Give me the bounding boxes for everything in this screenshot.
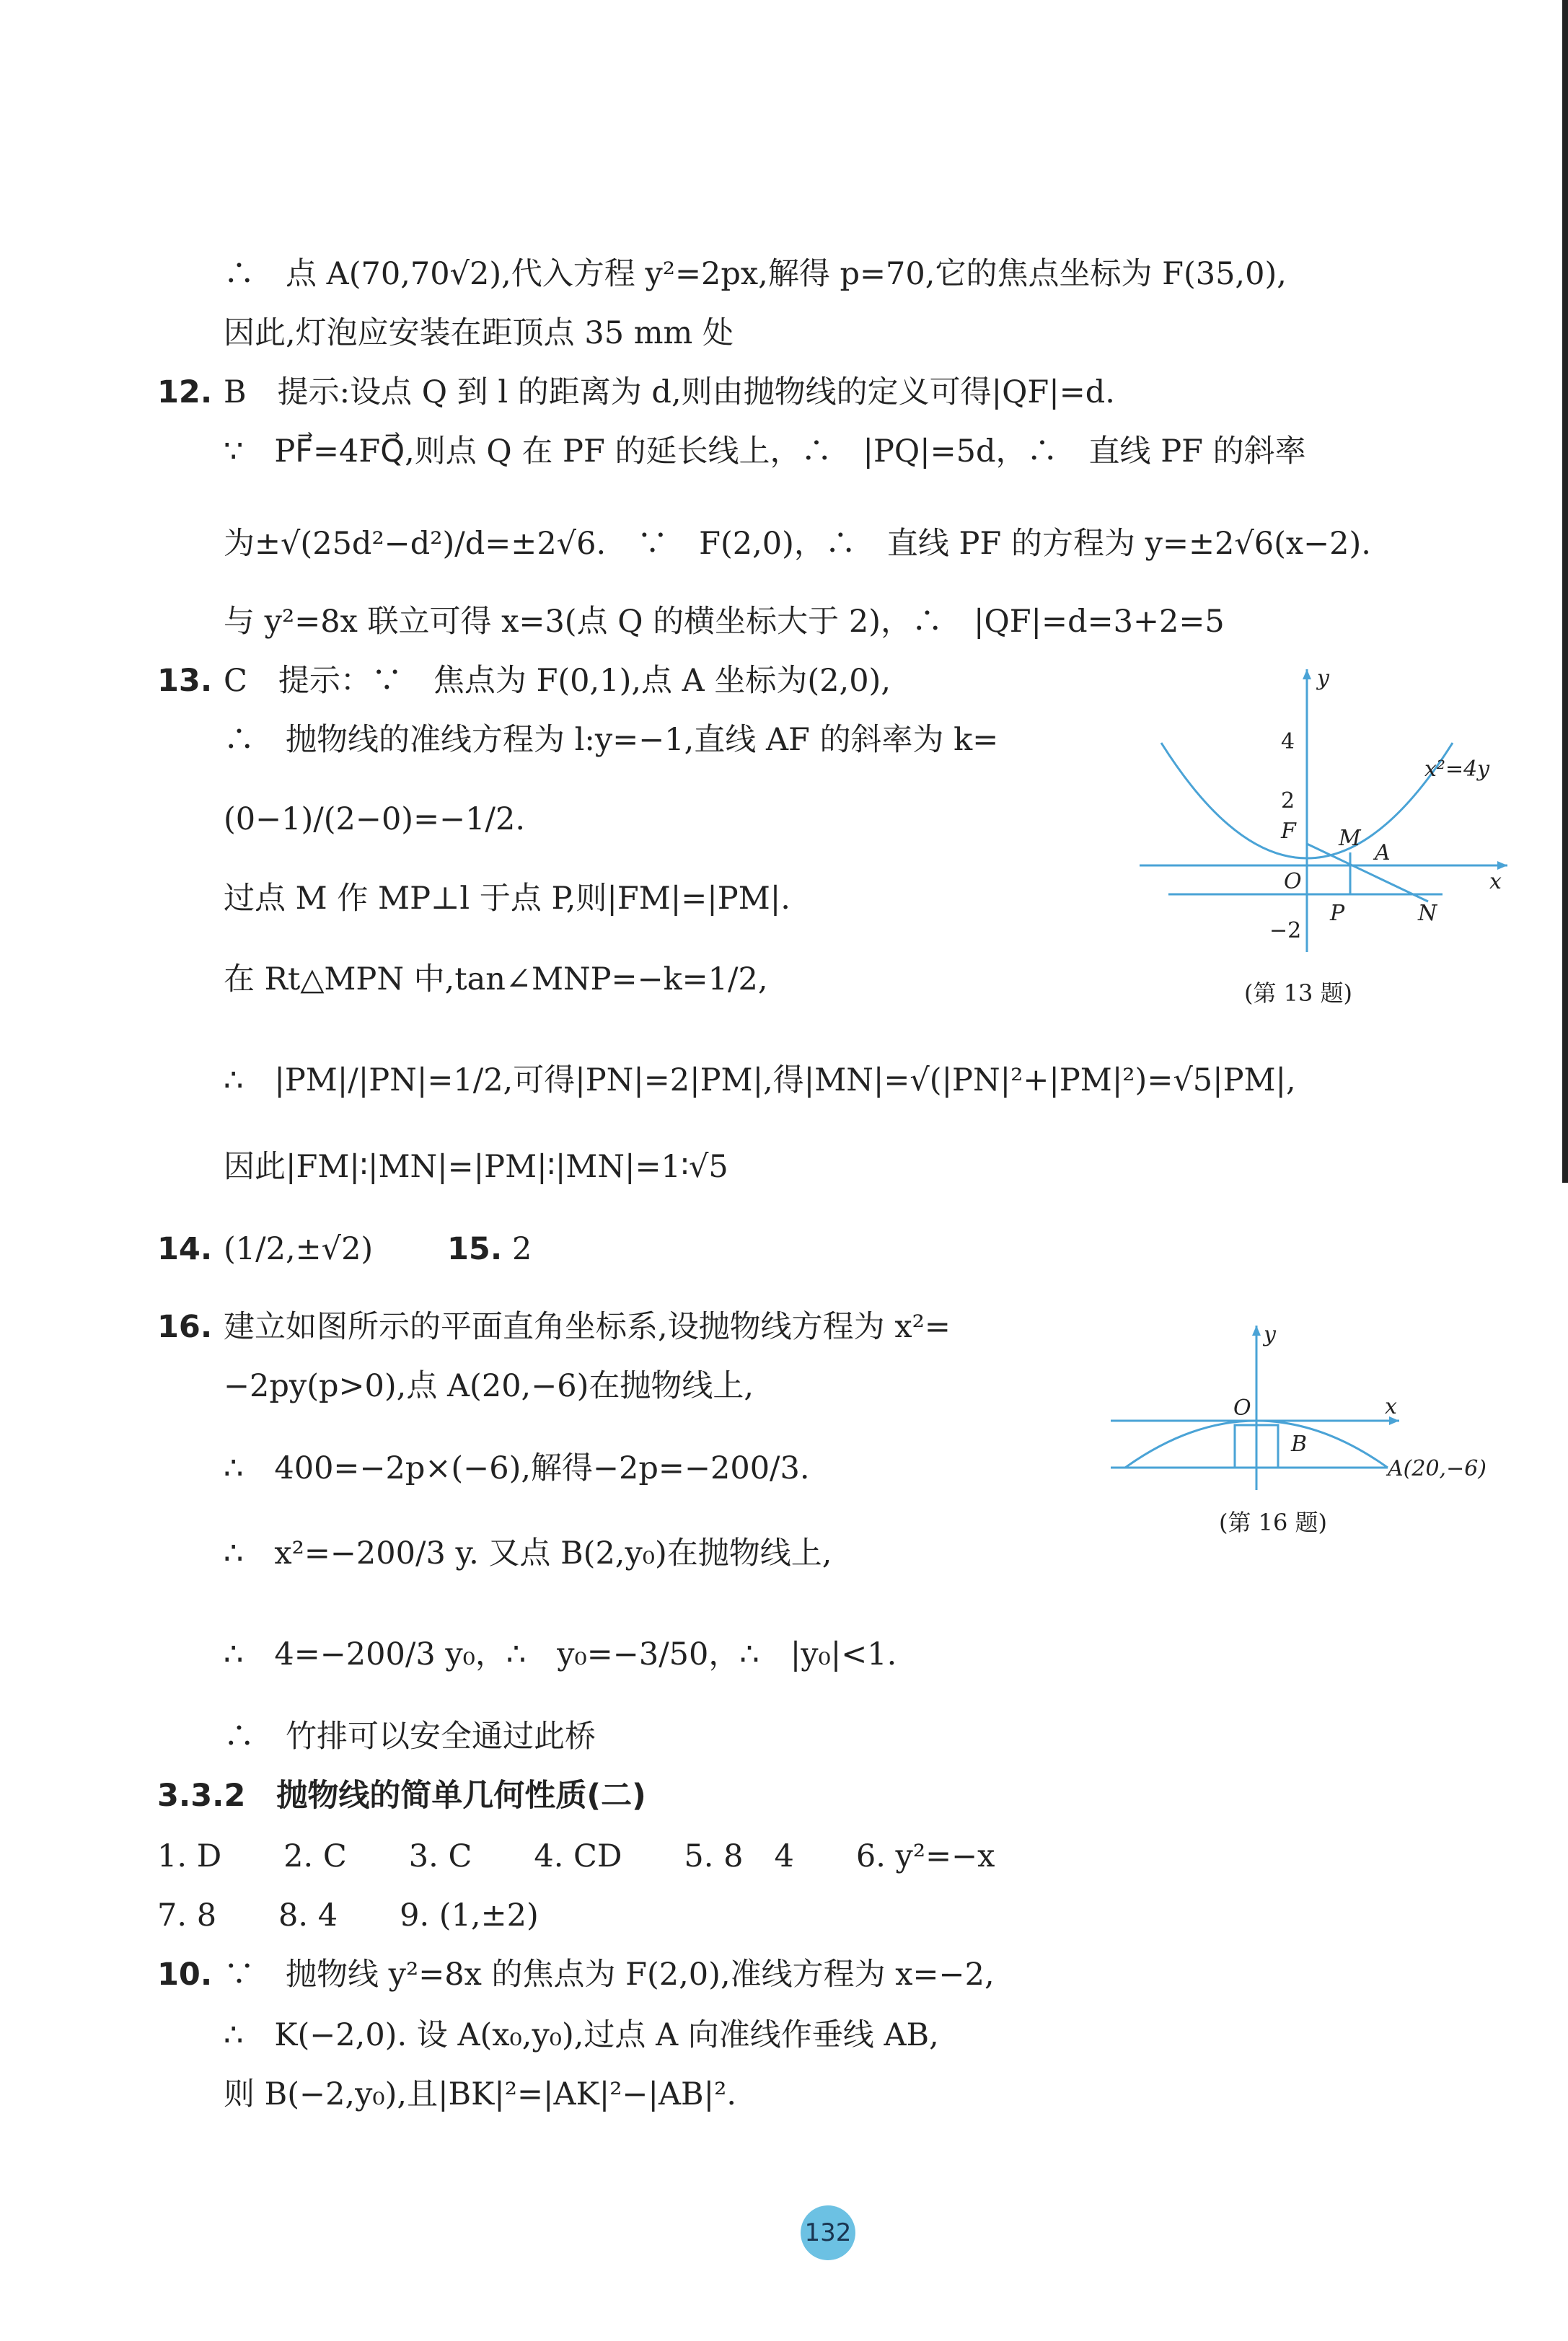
- figure-16-parabola: [1096, 1313, 1500, 1500]
- text-line: 在 Rt△MPN 中,tan∠MNP=−k=1/2,: [224, 961, 768, 997]
- text-line: ∵ 抛物线 y²=8x 的焦点为 F(2,0),准线方程为 x=−2,: [224, 1957, 995, 1993]
- line-AF: [1307, 844, 1428, 901]
- figure-13-caption: (第 13 题): [1244, 979, 1353, 1007]
- figure-16-caption: (第 16 题): [1219, 1509, 1328, 1536]
- y-axis-arrow: [1252, 1326, 1261, 1336]
- fig13-label: O: [1284, 869, 1302, 894]
- fig13-label: F: [1281, 819, 1296, 844]
- fig16-label: O: [1233, 1396, 1251, 1421]
- text-line: C 提示：∵ 焦点为 F(0,1),点 A 坐标为(2,0),: [224, 663, 891, 699]
- text-line: 因此,灯泡应安装在距顶点 35 mm 处: [224, 315, 734, 351]
- fig16-label: x: [1385, 1394, 1397, 1419]
- fig13-tick: −2: [1269, 918, 1302, 943]
- fig13-label: x: [1489, 869, 1502, 894]
- fig13-label: y: [1317, 666, 1329, 691]
- question-number: 10.: [157, 1957, 213, 1993]
- question-number: 12.: [157, 374, 213, 410]
- question-number: 14.: [157, 1231, 213, 1267]
- text-line: ∴ 400=−2p×(−6),解得−2p=−200/3.: [224, 1450, 810, 1486]
- question-number: 15.: [447, 1231, 503, 1267]
- text-line: ∴ 抛物线的准线方程为 l:y=−1,直线 AF 的斜率为 k=: [224, 722, 999, 758]
- text-line: (0−1)/(2−0)=−1/2.: [224, 801, 526, 837]
- fig16-label: A(20,−6): [1388, 1456, 1487, 1481]
- fig13-tick: 4: [1281, 729, 1295, 754]
- page-edge-shadow: [1562, 0, 1568, 1183]
- question-number: 13.: [157, 663, 213, 699]
- text-line: 与 y²=8x 联立可得 x=3(点 Q 的横坐标大于 2)，∴ |QF|=d=3+2=5: [224, 604, 1225, 640]
- text-line: B 提示:设点 Q 到 l 的距离为 d,则由抛物线的定义可得|QF|=d.: [224, 374, 1115, 410]
- fig13-label: M: [1339, 826, 1361, 851]
- page-number-badge: 132: [801, 2205, 855, 2260]
- answer-row: 7. 8 8. 4 9. (1,±2): [157, 1897, 539, 1934]
- fig13-label: P: [1330, 901, 1345, 926]
- text-line: ∵ PF⃗=4FQ⃗,则点 Q 在 PF 的延长线上，∴ |PQ|=5d，∴ 直线 PF 的斜率: [224, 433, 1306, 469]
- section-title: 3.3.2 抛物线的简单几何性质(二): [157, 1778, 646, 1814]
- fig13-label: N: [1418, 901, 1437, 926]
- text-line: ∴ K(−2,0). 设 A(x₀,y₀),过点 A 向准线作垂线 AB,: [224, 2017, 939, 2053]
- answer-row: 1. D 2. C 3. C 4. CD 5. 8 4 6. y²=−x: [157, 1838, 995, 1874]
- text-line: 为±√(25d²−d²)/d=±2√6. ∵ F(2,0)，∴ 直线 PF 的方程为 y=±2√6(x−2).: [224, 526, 1371, 562]
- fig16-label: B: [1291, 1432, 1308, 1457]
- text-line: −2py(p>0),点 A(20,−6)在抛物线上,: [224, 1368, 754, 1404]
- text-line: ∴ 竹排可以安全通过此桥: [224, 1719, 596, 1755]
- text-line: 过点 M 作 MP⊥l 于点 P,则|FM|=|PM|.: [224, 881, 790, 917]
- text-line: ∴ x²=−200/3 y. 又点 B(2,y₀)在抛物线上,: [224, 1535, 832, 1571]
- text-line: 则 B(−2,y₀),且|BK|²=|AK|²−|AB|².: [224, 2076, 736, 2112]
- text-line: ∴ 4=−200/3 y₀，∴ y₀=−3/50，∴ |y₀|<1.: [224, 1636, 897, 1672]
- y-axis-arrow: [1303, 669, 1311, 679]
- fig13-label: A: [1375, 840, 1391, 865]
- answer-text: 2: [512, 1231, 532, 1267]
- text-line: ∴ 点 A(70,70√2),代入方程 y²=2px,解得 p=70,它的焦点坐标为 F(35,0),: [224, 256, 1287, 292]
- fig16-label: y: [1264, 1322, 1276, 1347]
- fig13-tick: 2: [1281, 788, 1295, 814]
- text-line: 建立如图所示的平面直角坐标系,设抛物线方程为 x²=: [224, 1309, 951, 1345]
- question-number: 16.: [157, 1309, 213, 1345]
- text-line: ∴ |PM|/|PN|=1/2,可得|PN|=2|PM|,得|MN|=√(|PN|²+|PM|²)=√5|PM|,: [224, 1062, 1296, 1098]
- text-line: 因此|FM|∶|MN|=|PM|∶|MN|=1∶√5: [224, 1149, 728, 1185]
- fig13-curve-label: x²=4y: [1424, 757, 1490, 782]
- figure-13-parabola: [1140, 663, 1515, 966]
- answer-text: (1/2,±√2): [224, 1231, 374, 1267]
